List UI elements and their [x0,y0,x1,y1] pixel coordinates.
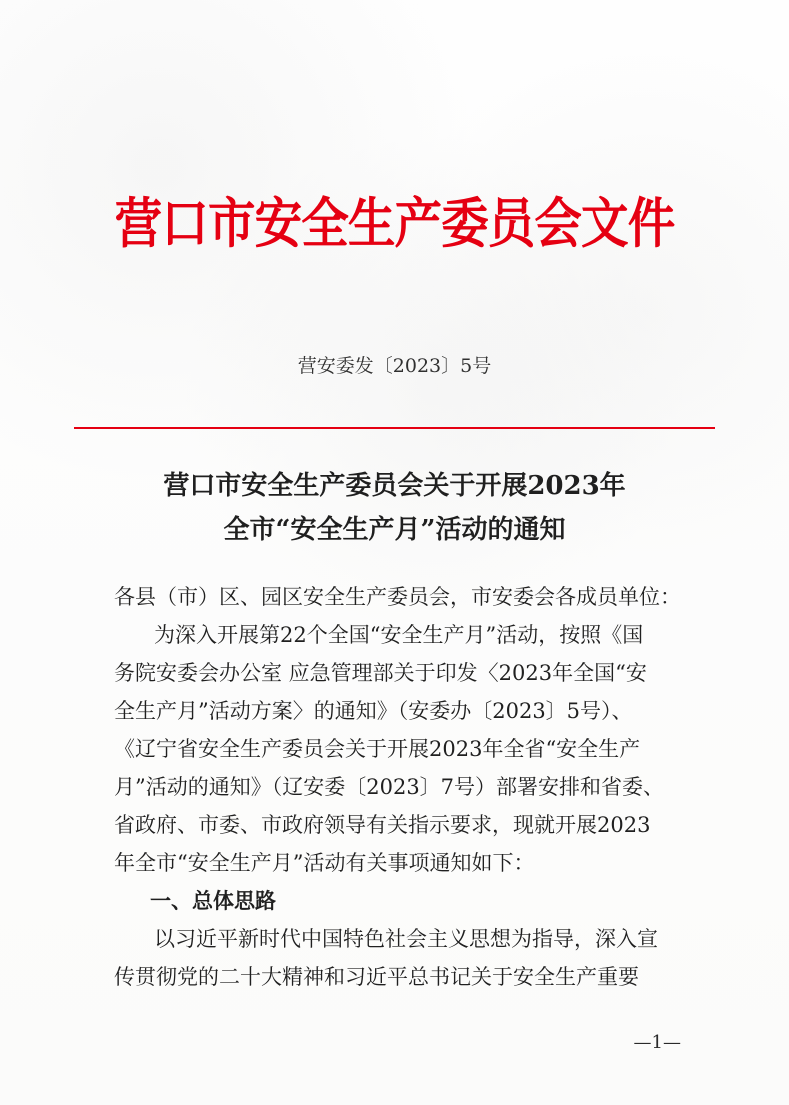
section-1-heading: 一、总体思路 [150,888,276,913]
document-header-title: 营口市安全生产委员会文件 [114,191,675,255]
paragraph-1-line-3: 全生产月”活动方案〉的通知》（安委办〔2023〕5号）、 [114,699,633,723]
paragraph-2-line-2: 传贯彻党的二十大精神和习近平总书记关于安全生产重要 [114,965,639,989]
paragraph-1-line-6: 省政府、市委、市政府领导有关指示要求，现就开展2023 [114,813,651,837]
page-number: —1— [633,1032,681,1053]
notice-title-line-1: 营口市安全生产委员会关于开展2023年 [163,471,626,501]
paragraph-1-line-2: 务院安委会办公室 应急管理部关于印发〈2023年全国“安 [114,661,647,685]
paragraph-1-line-7: 年全市“安全生产月”活动有关事项通知如下： [114,851,535,875]
paper-bleed-through [338,100,451,430]
red-divider-line [74,427,715,429]
document-number: 营安委发〔2023〕5号 [297,355,492,377]
paragraph-2-line-1: 以习近平新时代中国特色社会主义思想为指导，深入宣 [154,927,658,951]
salutation-line: 各县（市）区、园区安全生产委员会，市安委会各成员单位： [114,585,681,609]
paragraph-1-line-4: 《辽宁省安全生产委员会关于开展2023年全省“安全生产 [114,737,641,761]
paragraph-1-line-1: 为深入开展第22个全国“安全生产月”活动，按照《国 [154,623,644,647]
paragraph-1-line-5: 月”活动的通知》（辽安委〔2023〕7号）部署安排和省委、 [114,775,665,799]
notice-title-line-2: 全市“安全生产月”活动的通知 [223,515,566,545]
